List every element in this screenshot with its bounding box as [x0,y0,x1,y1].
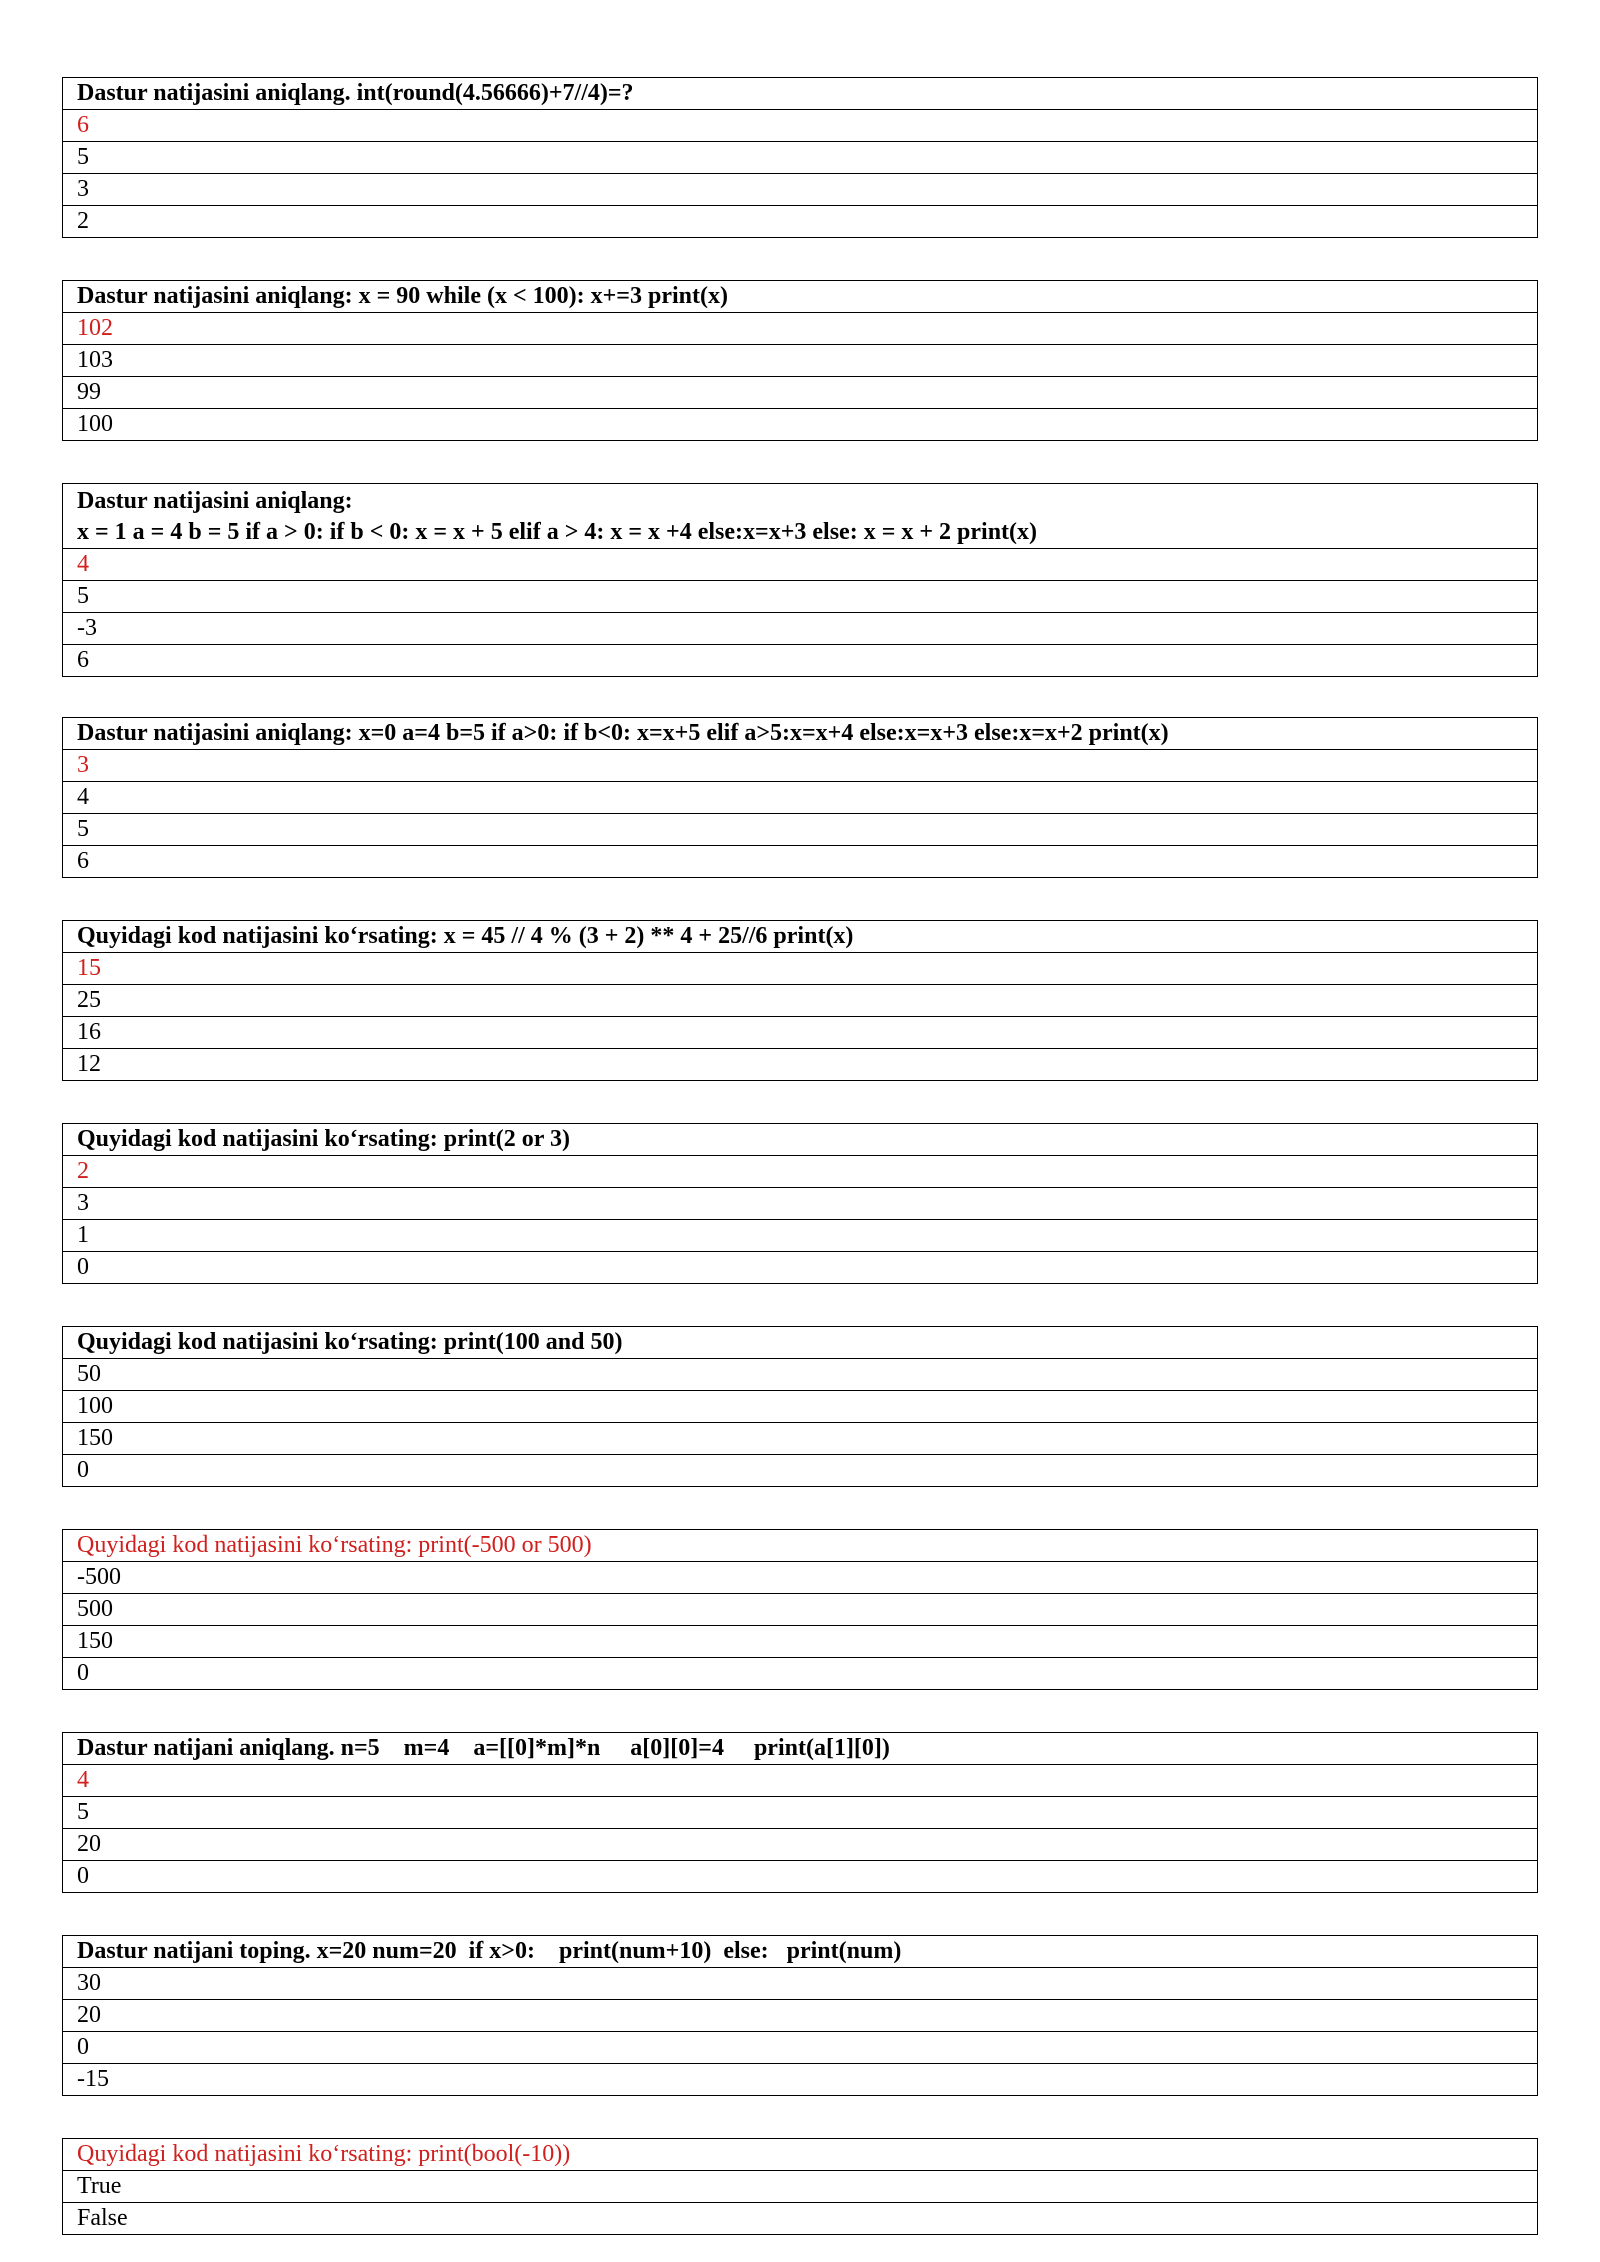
answer-option: 5 [63,141,1537,173]
answer-option: 20 [63,1999,1537,2031]
answer-option: 0 [63,1251,1537,1283]
answer-option: 100 [63,408,1537,440]
question-block [62,280,1538,441]
question-line-2: x = 1 a = 4 b = 5 if a > 0: if b < 0: x = x + 5 elif a > 4: x = x +4 else:x=x+3 else: x = x + 2 print(x) [77,519,1038,545]
question-text [63,484,1537,548]
answer-option: 6 [63,109,1537,141]
answer-option: True [63,2170,1537,2202]
answer-option: 103 [63,344,1537,376]
answer-option: 99 [63,376,1537,408]
question-text: Dastur natijani aniqlang. n=5 m=4 a=[[0]*m]*n a[0][0]=4 print(a[1][0]) [77,1735,890,1761]
question-block [62,77,1538,238]
question-block [62,717,1538,878]
answer-option: 100 [63,1390,1537,1422]
question-block [62,1123,1538,1284]
question-text: Quyidagi kod natijasini ko‘rsating: print(2 or 3) [77,1126,570,1152]
answer-option: 2 [63,205,1537,237]
answer-option: 5 [63,580,1537,612]
answer-option: 4 [63,781,1537,813]
question-text: Quyidagi kod natijasini ko‘rsating: print(bool(-10)) [77,2141,571,2167]
question-text: Dastur natijani toping. x=20 num=20 if x>0: print(num+10) else: print(num) [77,1938,902,1964]
answer-option: -500 [63,1561,1537,1593]
question-text: Dastur natijasini aniqlang: x=0 a=4 b=5 if a>0: if b<0: x=x+5 elif a>5:x=x+4 else:x=x+3 else:x=x+2 print(x) [77,720,1169,746]
question-block [62,1529,1538,1690]
question-text: Quyidagi kod natijasini ko‘rsating: print(100 and 50) [77,1329,623,1355]
answer-option: 3 [63,173,1537,205]
question-block [62,2138,1538,2235]
answer-option: 1 [63,1219,1537,1251]
answer-option: 0 [63,1657,1537,1689]
answer-option: 5 [63,1796,1537,1828]
question-block [62,483,1538,677]
answer-option: 500 [63,1593,1537,1625]
question-block [62,1935,1538,2096]
question-text: Quyidagi kod natijasini ko‘rsating: print(-500 or 500) [77,1532,592,1558]
answer-option: 15 [63,952,1537,984]
answer-option: 150 [63,1625,1537,1657]
answer-option: -3 [63,612,1537,644]
question-block [62,920,1538,1081]
answer-option: 0 [63,2031,1537,2063]
answer-option: 4 [63,1764,1537,1796]
answer-option: 102 [63,312,1537,344]
answer-option: 150 [63,1422,1537,1454]
answer-option: 16 [63,1016,1537,1048]
question-block [62,1326,1538,1487]
answer-option: 3 [63,749,1537,781]
answer-option: 0 [63,1860,1537,1892]
answer-option: -15 [63,2063,1537,2095]
answer-option: 2 [63,1155,1537,1187]
answer-option: 5 [63,813,1537,845]
question-line-1: Dastur natijasini aniqlang: [77,488,353,514]
answer-option: 50 [63,1358,1537,1390]
answer-option: False [63,2202,1537,2234]
answer-option: 30 [63,1967,1537,1999]
question-text: Quyidagi kod natijasini ko‘rsating: x = 45 // 4 % (3 + 2) ** 4 + 25//6 print(x) [77,923,854,949]
answer-option: 25 [63,984,1537,1016]
answer-option: 20 [63,1828,1537,1860]
question-text: Dastur natijasini aniqlang. int(round(4.56666)+7//4)=? [77,80,634,106]
answer-option: 4 [63,548,1537,580]
question-text: Dastur natijasini aniqlang: x = 90 while (x < 100): x+=3 print(x) [77,283,728,309]
question-block [62,1732,1538,1893]
answer-option: 3 [63,1187,1537,1219]
answer-option: 0 [63,1454,1537,1486]
answer-option: 6 [63,845,1537,877]
answer-option: 6 [63,644,1537,676]
answer-option: 12 [63,1048,1537,1080]
